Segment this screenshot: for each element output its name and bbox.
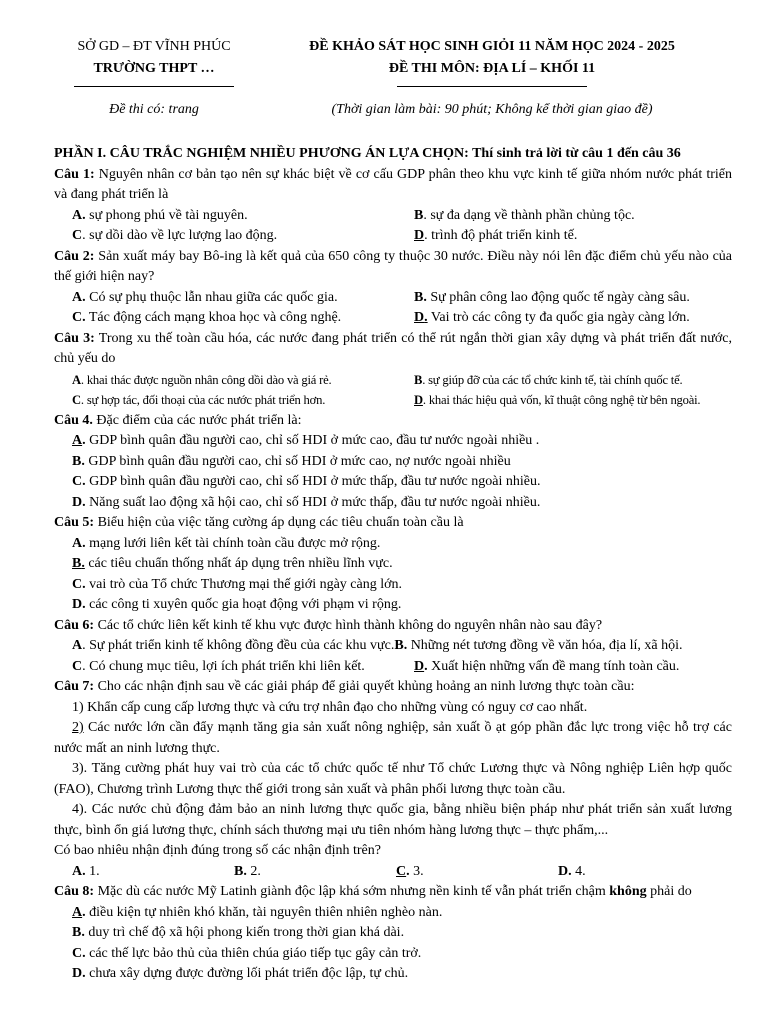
option-b[interactable]: B. GDP bình quân đầu người cao, chỉ số HDI ở mức cao, nợ nước ngoài nhiều bbox=[72, 453, 511, 469]
option-letter: C bbox=[72, 393, 81, 407]
question-label: Câu 5: bbox=[54, 515, 95, 530]
answer-options bbox=[54, 534, 732, 616]
exam-subject: ĐỀ THI MÔN: ĐỊA LÍ – KHỐI 11 bbox=[388, 61, 596, 76]
option-b[interactable]: B. các tiêu chuẩn thống nhất áp dụng trên nhiều lĩnh vực. bbox=[72, 556, 393, 571]
option-c[interactable]: C. Có chung mục tiêu, lợi ích phát triển khi liên kết. bbox=[72, 658, 365, 674]
option-letter: C bbox=[72, 945, 83, 961]
exam-title-block bbox=[254, 36, 730, 87]
option-text: Có sự phụ thuộc lẫn nhau giữa các quốc gia. bbox=[89, 289, 338, 305]
answer-options bbox=[54, 431, 732, 513]
option-text: 1. bbox=[89, 863, 100, 879]
question-emphasis: không bbox=[609, 884, 647, 899]
option-letter: C bbox=[72, 576, 83, 592]
answer-options bbox=[54, 862, 732, 883]
option-letter: A bbox=[72, 863, 83, 879]
option-c[interactable]: C. 3. bbox=[396, 863, 424, 879]
option-text: sự giúp đỡ của các tổ chức kinh tế, tài chính quốc tế. bbox=[428, 372, 683, 387]
statement-number: 2) bbox=[72, 720, 84, 735]
page-count-note: Đề thi có: trang bbox=[109, 102, 199, 117]
option-text: Sự phát triển kinh tế không đồng đều của các khu vực. bbox=[89, 638, 395, 653]
option-letter: B bbox=[414, 372, 423, 387]
option-text: mạng lưới liên kết tài chính toàn cầu được mở rộng. bbox=[89, 535, 381, 551]
option-letter: D bbox=[72, 597, 83, 612]
option-d[interactable]: D. trình độ phát triển kinh tế. bbox=[414, 228, 578, 243]
option-text: Năng suất lao động xã hội cao, chỉ số HDI ở mức thấp, đầu tư nước ngoài nhiều. bbox=[89, 494, 541, 510]
option-letter: A bbox=[72, 535, 83, 551]
option-b[interactable]: B. 2. bbox=[234, 863, 261, 879]
option-text: 4. bbox=[575, 863, 586, 879]
option-d[interactable]: D. các công ti xuyên quốc gia hoạt động với phạm vi rộng. bbox=[72, 597, 402, 612]
option-letter: D bbox=[414, 228, 425, 243]
option-letter: A bbox=[72, 207, 83, 223]
option-text: các công ti xuyên quốc gia hoạt động với phạm vi rộng. bbox=[89, 597, 402, 612]
option-letter: D bbox=[414, 393, 423, 407]
option-text: trình độ phát triển kinh tế. bbox=[431, 228, 578, 243]
option-b[interactable]: B. sự giúp đỡ của các tổ chức kinh tế, tài chính quốc tế. bbox=[414, 372, 683, 387]
option-letter: A bbox=[72, 289, 83, 305]
option-b[interactable]: B. duy trì chế độ xã hội phong kiến trong thời gian khá dài. bbox=[72, 925, 405, 940]
section-title: PHẦN I. CÂU TRẮC NGHIỆM NHIỀU PHƯƠNG ÁN LỰA CHỌN: Thí sinh trả lời từ câu 1 đến câu 36 bbox=[54, 146, 681, 161]
answer-options bbox=[54, 206, 732, 247]
school-name: TRƯỜNG THPT … bbox=[93, 61, 215, 76]
department-name: SỞ GD – ĐT VĨNH PHÚC bbox=[77, 39, 231, 54]
option-a[interactable]: A. GDP bình quân đầu người cao, chỉ số HDI ở mức cao, đầu tư nước ngoài nhiều . bbox=[72, 433, 540, 448]
question-1 bbox=[54, 165, 732, 247]
option-text: 3. bbox=[413, 863, 424, 879]
question-label: Câu 7: bbox=[54, 679, 95, 694]
option-a[interactable]: A. mạng lưới liên kết tài chính toàn cầu được mở rộng. bbox=[72, 535, 381, 551]
option-c[interactable]: C. các thế lực bảo thủ của thiên chúa giáo tiếp tục gây cản trở. bbox=[72, 945, 422, 961]
option-text: sự đa dạng về thành phần chủng tộc. bbox=[430, 207, 635, 223]
option-b[interactable]: B. Những nét tương đồng về văn hóa, địa lí, xã hội. bbox=[394, 638, 683, 653]
question-text: Trong xu thế toàn cầu hóa, các nước đang phát triển có thể rút ngắn thời gian xây dựng và phát triển đất nước, chủ yếu do bbox=[54, 330, 732, 366]
question-label: Câu 2: bbox=[54, 248, 95, 264]
statement-text: Các nước lớn cần đẩy mạnh tăng gia sản xuất nông nghiệp, sản xuất ồ ạt góp phần đắc lực trong việc hỗ trợ các nước mất an ninh lương thực. bbox=[54, 720, 732, 756]
option-d[interactable]: D. Vai trò các công ty đa quốc gia ngày càng lớn. bbox=[414, 310, 690, 325]
question-text: Cho các nhận định sau về các giải pháp để giải quyết khủng hoảng an ninh lương thực toàn cầu: bbox=[94, 679, 635, 694]
option-letter: B bbox=[234, 863, 244, 879]
option-text: chưa xây dựng được đường lối phát triển độc lập, tự chủ. bbox=[89, 966, 409, 981]
option-b[interactable]: B. sự đa dạng về thành phần chủng tộc. bbox=[414, 207, 635, 223]
answer-options bbox=[54, 288, 732, 329]
question-label: Câu 3: bbox=[54, 330, 95, 346]
option-b[interactable]: B. Sự phân công lao động quốc tế ngày càng sâu. bbox=[414, 289, 690, 305]
option-d[interactable]: D. khai thác hiệu quả vốn, kĩ thuật công nghệ từ bên ngoài. bbox=[414, 393, 701, 407]
answer-options bbox=[54, 370, 732, 411]
option-letter: B bbox=[72, 556, 82, 571]
option-letter: D bbox=[414, 310, 425, 325]
option-text: GDP bình quân đầu người cao, chỉ số HDI ở mức thấp, đầu tư nước ngoài nhiều. bbox=[89, 474, 541, 489]
option-text: vai trò của Tổ chức Thương mại thế giới ngày càng lớn. bbox=[89, 576, 403, 592]
answer-options bbox=[54, 903, 732, 985]
option-text: khai thác được nguồn nhân công dồi dào và giá rẻ. bbox=[86, 372, 332, 387]
question-8 bbox=[54, 882, 732, 985]
option-d[interactable]: D. chưa xây dựng được đường lối phát triển độc lập, tự chủ. bbox=[72, 966, 409, 981]
option-letter: C bbox=[72, 310, 83, 325]
option-c[interactable]: C. Tác động cách mạng khoa học và công nghệ. bbox=[72, 310, 342, 325]
option-letter: D bbox=[558, 863, 569, 879]
option-a[interactable]: A. sự phong phú về tài nguyên. bbox=[72, 207, 248, 223]
option-letter: A bbox=[72, 372, 81, 387]
option-d[interactable]: D. Xuất hiện những vấn đề mang tính toàn cầu. bbox=[414, 658, 680, 674]
answer-options bbox=[54, 636, 732, 677]
school-block bbox=[54, 36, 254, 87]
option-c[interactable]: C. GDP bình quân đầu người cao, chỉ số HDI ở mức thấp, đầu tư nước ngoài nhiều. bbox=[72, 474, 541, 489]
option-text: GDP bình quân đầu người cao, chỉ số HDI ở mức cao, nợ nước ngoài nhiều bbox=[88, 453, 511, 469]
question-ask: Có bao nhiêu nhận định đúng trong số các nhận định trên? bbox=[54, 843, 381, 858]
statement-1: 1) Khẩn cấp cung cấp lương thực và cứu trợ nhân đạo cho những vùng có nguy cơ cao nhất. bbox=[72, 699, 588, 715]
option-a[interactable]: A. Sự phát triển kinh tế không đồng đều của các khu vực. bbox=[72, 638, 395, 653]
option-text: sự hợp tác, đối thoại của các nước phát triển hơn. bbox=[86, 393, 326, 407]
exam-header bbox=[54, 36, 732, 126]
option-text: 2. bbox=[250, 863, 261, 879]
option-letter: B bbox=[72, 925, 82, 940]
option-letter: C bbox=[72, 474, 83, 489]
option-letter: C bbox=[396, 863, 407, 879]
option-letter: D bbox=[72, 966, 83, 981]
option-ab-line bbox=[54, 636, 732, 657]
question-label: Câu 4. bbox=[54, 412, 93, 428]
question-text-end: phải do bbox=[646, 884, 692, 899]
option-a[interactable]: A. khai thác được nguồn nhân công dồi dào và giá rẻ. bbox=[72, 372, 332, 387]
option-text: sự dồi dào về lực lượng lao động. bbox=[89, 228, 278, 243]
option-letter: A bbox=[72, 433, 83, 448]
option-text: Vai trò các công ty đa quốc gia ngày càng lớn. bbox=[430, 310, 690, 325]
option-text: duy trì chế độ xã hội phong kiến trong thời gian khá dài. bbox=[88, 925, 405, 940]
option-d[interactable]: D. 4. bbox=[558, 863, 586, 879]
statement-4: 4). Các nước chủ động đảm bảo an ninh lương thực quốc gia, bằng nhiều biện pháp như phát triển sản xuất lương thực, bình ổn giá lương thực, chính sách thương mại ưu tiên nhóm hàng lương thực – thực phẩm,... bbox=[54, 802, 732, 838]
option-text: GDP bình quân đầu người cao, chỉ số HDI ở mức cao, đầu tư nước ngoài nhiều . bbox=[89, 433, 540, 448]
option-text: sự phong phú về tài nguyên. bbox=[89, 207, 248, 223]
question-text: Biểu hiện của việc tăng cường áp dụng các tiêu chuẩn toàn cầu là bbox=[94, 515, 464, 530]
question-label: Câu 8: bbox=[54, 884, 95, 899]
question-4 bbox=[54, 411, 732, 514]
option-letter: B bbox=[414, 289, 424, 305]
option-letter: B bbox=[394, 638, 404, 653]
option-letter: C bbox=[72, 228, 83, 243]
option-letter: C bbox=[72, 658, 83, 674]
option-c[interactable]: C. vai trò của Tổ chức Thương mại thế giới ngày càng lớn. bbox=[72, 576, 403, 592]
question-6 bbox=[54, 616, 732, 678]
option-a[interactable]: A. Có sự phụ thuộc lẫn nhau giữa các quốc gia. bbox=[72, 289, 338, 305]
statement-2 bbox=[54, 718, 732, 759]
option-text: các thế lực bảo thủ của thiên chúa giáo tiếp tục gây cản trở. bbox=[89, 945, 422, 961]
option-d[interactable]: D. Năng suất lao động xã hội cao, chỉ số HDI ở mức thấp, đầu tư nước ngoài nhiều. bbox=[72, 494, 541, 510]
question-label: Câu 1: bbox=[54, 166, 95, 182]
school-divider bbox=[74, 86, 234, 87]
time-note: (Thời gian làm bài: 90 phút; Không kể thời gian giao đề) bbox=[331, 102, 653, 117]
question-7 bbox=[54, 677, 732, 882]
exam-title: ĐỀ KHẢO SÁT HỌC SINH GIỎI 11 NĂM HỌC 2024 - 2025 bbox=[309, 39, 675, 54]
question-3 bbox=[54, 329, 732, 411]
option-cd-line bbox=[54, 657, 732, 678]
option-text: Tác động cách mạng khoa học và công nghệ. bbox=[88, 310, 342, 325]
option-letter: D bbox=[72, 494, 83, 510]
question-text: Nguyên nhân cơ bản tạo nên sự khác biệt về cơ cấu GDP phân theo khu vực kinh tế giữa nhóm nước phát triển và đang phát triển là bbox=[54, 166, 733, 202]
option-a[interactable]: A. điều kiện tự nhiên khó khăn, tài nguyên thiên nhiên nghèo nàn. bbox=[72, 904, 443, 920]
option-text: Sự phân công lao động quốc tế ngày càng sâu. bbox=[430, 289, 690, 305]
question-label: Câu 6: bbox=[54, 617, 95, 633]
option-text: Có chung mục tiêu, lợi ích phát triển khi liên kết. bbox=[89, 658, 365, 674]
question-2 bbox=[54, 247, 732, 329]
option-letter: B bbox=[414, 207, 424, 223]
option-letter: A bbox=[72, 904, 83, 920]
question-text: Mặc dù các nước Mỹ Latinh giành độc lập khá sớm nhưng nền kinh tế vẫn phát triển chậm bbox=[94, 884, 610, 899]
question-text: Các tổ chức liên kết kinh tế khu vực được hình thành không do nguyên nhân nào sau đây? bbox=[94, 617, 603, 633]
option-a[interactable]: A. 1. bbox=[72, 863, 100, 879]
question-text: Sản xuất máy bay Bô-ing là kết quả của 650 công ty thuộc 30 nước. Điều này nói lên đặc điểm chủ yếu nào của thế giới hiện nay? bbox=[54, 248, 733, 284]
option-text: Xuất hiện những vấn đề mang tính toàn cầu. bbox=[431, 658, 680, 674]
option-c[interactable]: C. sự hợp tác, đối thoại của các nước phát triển hơn. bbox=[72, 393, 326, 407]
question-5 bbox=[54, 513, 732, 616]
statement-3: 3). Tăng cường phát huy vai trò của các tổ chức quốc tế như Tổ chức Lương thực và Nông nghiệp Liên hợp quốc (FAO), Chương trình Lương thực thế giới trong sản xuất và phân phối lương thực toàn cầu. bbox=[54, 761, 732, 797]
option-text: điều kiện tự nhiên khó khăn, tài nguyên thiên nhiên nghèo nàn. bbox=[89, 904, 443, 920]
title-divider bbox=[397, 86, 587, 87]
option-letter: A bbox=[72, 638, 83, 653]
option-text: khai thác hiệu quả vốn, kĩ thuật công nghệ từ bên ngoài. bbox=[428, 393, 701, 407]
option-letter: B bbox=[72, 453, 82, 469]
question-text: Đặc điểm của các nước phát triển là: bbox=[92, 412, 302, 428]
option-text: Những nét tương đồng về văn hóa, địa lí, xã hội. bbox=[410, 638, 683, 653]
option-c[interactable]: C. sự dồi dào về lực lượng lao động. bbox=[72, 228, 278, 243]
option-letter: D bbox=[414, 658, 425, 674]
option-text: các tiêu chuẩn thống nhất áp dụng trên nhiều lĩnh vực. bbox=[88, 556, 393, 571]
